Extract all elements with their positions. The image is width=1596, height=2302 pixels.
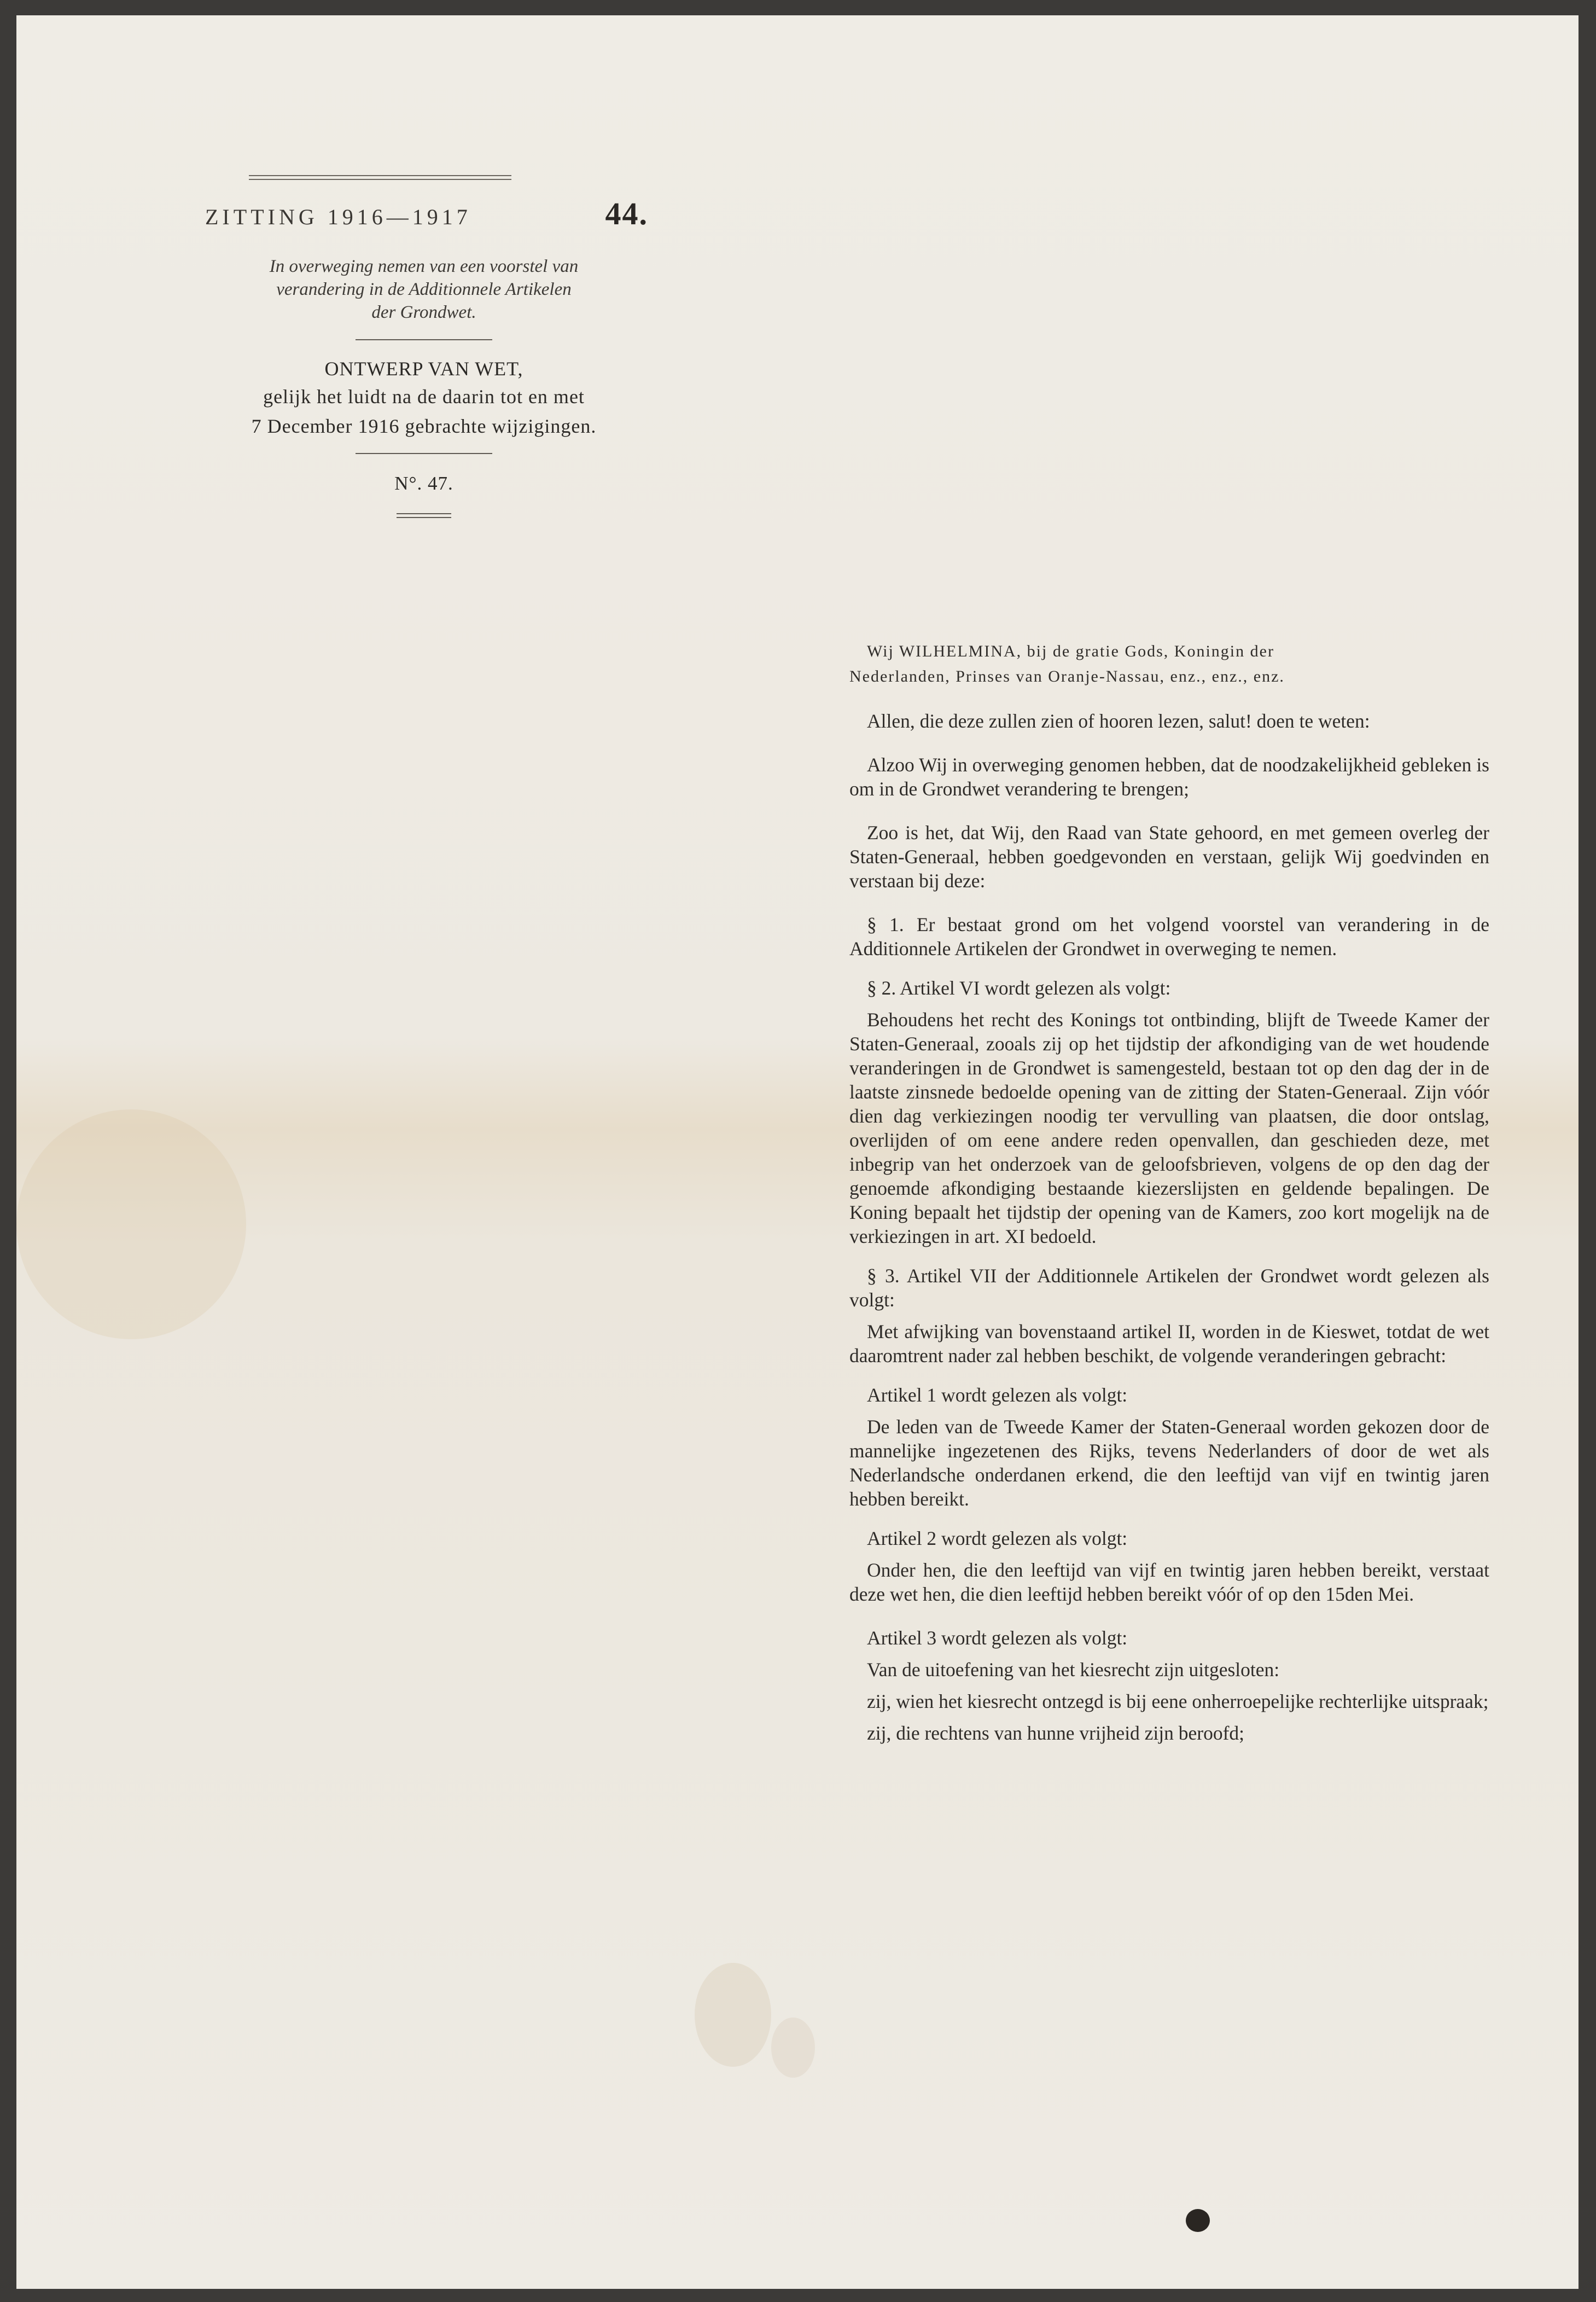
preamble-line: Nederlanden, Prinses van Oranje-Nassau, enz., enz., enz.	[849, 667, 1285, 685]
paragraph: zij, wien het kiesrecht ontzegd is bij eene onherroepelijke rechterlijke uitspraak;	[867, 1690, 1489, 1712]
subject-line: der Grondwet.	[371, 303, 476, 322]
document-title: ONTWERP VAN WET,	[324, 358, 523, 380]
paragraph: zij, die rechtens van hunne vrijheid zijn beroofd;	[867, 1722, 1245, 1744]
paragraph: Behoudens het recht des Konings tot ontbinding, blijft de Tweede Kamer der Staten-Generaal, zooals zij op het tijdstip der afkondiging van de wet houdende veranderingen in de Grondwet is samengesteld, bestaan tot op den dag der in de laatste zinsnede bedoelde opening van de zitting der Staten-Generaal. Zijn vóór dien dag verkiezingen noodig ter vervulling van plaatsen, die door ontslag, overlijden of om eene andere reden openvallen, dan geschieden deze, met inbegrip van het onderzoek van de geloofsbrieven, volgens de op den dag der genoemde afkondiging bestaande kiezerslijsten en geldende bepalingen. De Koning bepaalt het tijdstip der opening van de Kamers, zoo kort mogelijk na de verkiezingen in art. XI bedoeld.	[849, 1009, 1489, 1247]
subject-line: verandering in de Additionnele Artikelen	[276, 280, 572, 299]
paragraph: Zoo is het, dat Wij, den Raad van State gehoord, en met gemeen overleg der Staten-Generaal, hebben goedgevonden en verstaan, gelijk Wij goedvinden en verstaan bij deze:	[849, 822, 1489, 892]
session-label: ZITTING 1916—1917	[205, 205, 471, 229]
ink-spot	[1186, 2209, 1210, 2232]
session-row	[178, 195, 670, 232]
document-header	[178, 175, 670, 518]
paragraph: Artikel 1 wordt gelezen als volgt:	[867, 1384, 1128, 1406]
paragraph: De leden van de Tweede Kamer der Staten-Generaal worden gekozen door de mannelijke ingezetenen des Rijks, tevens Nederlanders of door de wet als Nederlandsche onderdanen erkend, die den leeftijd van vijf en twintig jaren hebben bereikt.	[849, 1416, 1489, 1510]
divider	[356, 453, 492, 454]
paper-stain	[695, 1963, 771, 2067]
preamble-line: Wij WILHELMINA, bij de gratie Gods, Koningin der	[867, 642, 1274, 660]
paragraph: § 1. Er bestaat grond om het volgend voorstel van verandering in de Additionnele Artikelen der Grondwet in overweging te nemen.	[849, 914, 1489, 960]
document-number: 44.	[605, 196, 648, 231]
paragraph: Met afwijking van bovenstaand artikel II, worden in de Kieswet, totdat de wet daaromtrent nader zal hebben beschikt, de volgende veranderingen gebracht:	[849, 1321, 1489, 1367]
subtitle-line: 7 December 1916 gebrachte wijzigingen.	[251, 415, 597, 437]
subject-line: In overweging nemen van een voorstel van	[269, 257, 579, 276]
header-rule	[249, 175, 511, 180]
paragraph: Van de uitoefening van het kiesrecht zijn uitgesloten:	[867, 1659, 1280, 1681]
divider	[356, 339, 492, 340]
subject	[178, 255, 670, 324]
paragraph: Onder hen, die den leeftijd van vijf en twintig jaren hebben bereikt, verstaat deze wet hen, die dien leeftijd hebben bereikt vóór of op den 15den Mei.	[849, 1559, 1489, 1605]
document-page	[16, 15, 1578, 2289]
short-double-rule	[397, 513, 451, 518]
paragraph: Artikel 3 wordt gelezen als volgt:	[867, 1627, 1128, 1649]
document-subtitle	[178, 382, 670, 441]
paragraph: § 3. Artikel VII der Additionnele Artikelen der Grondwet wordt gelezen als volgt:	[849, 1265, 1489, 1311]
paper-stain	[16, 1109, 246, 1339]
paragraph: Allen, die deze zullen zien of hooren lezen, salut! doen te weten:	[867, 710, 1370, 732]
paragraph: Artikel 2 wordt gelezen als volgt:	[867, 1527, 1128, 1549]
bill-number: N°. 47.	[394, 473, 453, 494]
subtitle-line: gelijk het luidt na de daarin tot en met	[263, 386, 585, 408]
paper-stain	[771, 2018, 815, 2078]
document-body	[849, 639, 1489, 1745]
paragraph: Alzoo Wij in overweging genomen hebben, dat de noodzakelijkheid gebleken is om in de Grondwet verandering te brengen;	[849, 754, 1489, 800]
paragraph: § 2. Artikel VI wordt gelezen als volgt:	[867, 977, 1171, 999]
